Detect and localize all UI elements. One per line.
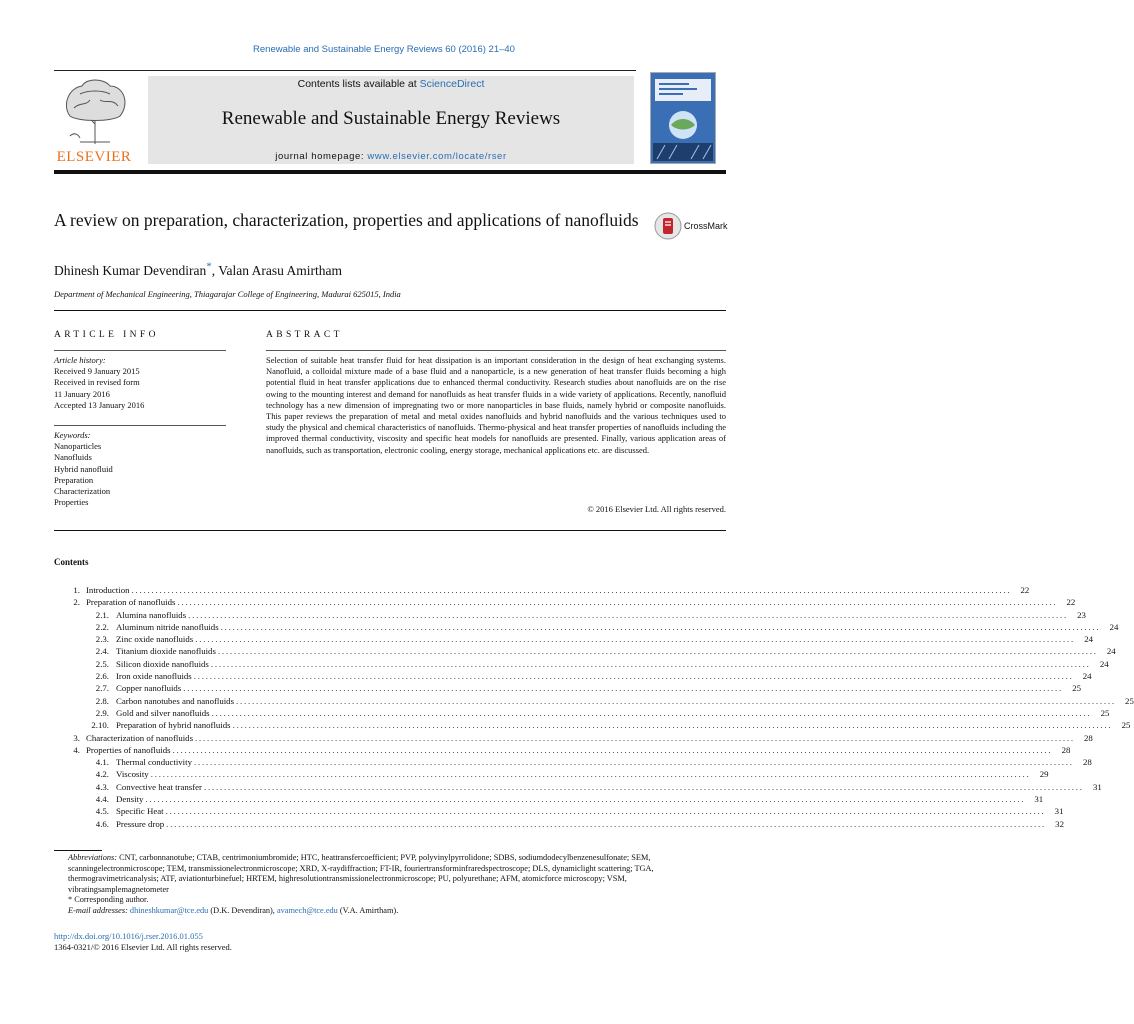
masthead-bottom-divider: [54, 170, 726, 174]
toc-leader: ............................................................................................................................................................................................................................: [193, 757, 1074, 768]
toc-number: 4.2.: [95, 769, 109, 780]
author-name: Dhinesh Kumar Devendiran: [54, 263, 207, 278]
email-label: E-mail addresses:: [68, 905, 128, 915]
toc-entry[interactable]: [54, 805, 1064, 817]
toc-leader: ............................................................................................................................................................................................................................: [172, 744, 1053, 755]
toc-entry[interactable]: [54, 596, 1076, 608]
abstract-heading: ABSTRACT: [266, 330, 343, 340]
journal-homepage-link[interactable]: www.elsevier.com/locate/rser: [367, 151, 507, 162]
footnotes: [54, 853, 726, 917]
toc-entry[interactable]: [54, 818, 1064, 830]
toc-title: Viscosity: [116, 769, 149, 780]
sciencedirect-link[interactable]: ScienceDirect: [419, 78, 485, 90]
article-history: [54, 355, 226, 411]
toc-entry[interactable]: [54, 658, 1109, 670]
article-info-divider: [54, 350, 226, 351]
toc-number: 2.8.: [95, 695, 109, 706]
toc-entry[interactable]: [54, 732, 1093, 744]
toc-title: Introduction: [86, 585, 130, 595]
toc-leader: ............................................................................................................................................................................................................................: [150, 769, 1031, 780]
toc-title: Preparation of hybrid nanofluids: [116, 720, 231, 731]
toc-number: 3.: [73, 732, 80, 743]
toc-title: Iron oxide nanofluids: [116, 671, 192, 682]
toc-entry[interactable]: [54, 707, 1110, 719]
keyword: Nanofluids: [54, 452, 92, 463]
keyword: Hybrid nanofluid: [54, 463, 113, 474]
toc-number: 4.5.: [95, 806, 109, 817]
toc-number: 4.3.: [95, 781, 109, 792]
toc-page: 25: [1121, 720, 1131, 731]
toc-page: 25: [1072, 683, 1082, 694]
toc-entry[interactable]: [54, 621, 1119, 633]
toc-title: Gold and silver nanofluids: [116, 707, 210, 718]
toc-entry[interactable]: [54, 756, 1092, 768]
toc-leader: ............................................................................................................................................................................................................................: [211, 707, 1092, 718]
toc-title: Properties of nanofluids: [86, 744, 171, 755]
history-line: Received 9 January 2015: [54, 366, 140, 377]
crossmark-label: CrossMark: [684, 221, 728, 231]
toc-page: 29: [1039, 769, 1049, 780]
toc-page: 25: [1100, 707, 1110, 718]
toc-leader: ............................................................................................................................................................................................................................: [203, 781, 1084, 792]
masthead-top-divider: [54, 70, 636, 71]
elsevier-wordmark: ELSEVIER: [56, 149, 132, 165]
email-link[interactable]: avamech@tce.edu: [276, 905, 338, 915]
toc-number: 4.: [73, 744, 80, 755]
journal-title: Renewable and Sustainable Energy Reviews: [221, 108, 561, 129]
toc-number: 2.9.: [95, 707, 109, 718]
toc-entry[interactable]: [54, 781, 1102, 793]
toc-leader: ............................................................................................................................................................................................................................: [220, 621, 1101, 632]
toc-page: 23: [1077, 609, 1086, 620]
email-note: [54, 906, 726, 917]
toc-page: 24: [1084, 634, 1094, 645]
toc-number: 2.2.: [95, 621, 109, 632]
toc-title: Aluminum nitride nanofluids: [116, 621, 219, 632]
toc-leader: ............................................................................................................................................................................................................................: [183, 683, 1064, 694]
toc-number: 2.1.: [95, 609, 109, 620]
toc-leader: ............................................................................................................................................................................................................................: [131, 585, 1012, 595]
toc-page: 32: [1055, 818, 1064, 829]
article-info-heading: ARTICLE INFO: [54, 330, 159, 340]
corresponding-author-note: * Corresponding author.: [68, 895, 149, 905]
toc-title: Pressure drop: [116, 818, 165, 829]
toc-page: 24: [1109, 621, 1119, 632]
keyword: Properties: [54, 497, 89, 508]
toc-entry[interactable]: [54, 682, 1082, 694]
keywords-divider: [54, 425, 226, 426]
header-divider: [54, 310, 726, 311]
toc-title: Silicon dioxide nanofluids: [116, 658, 209, 669]
toc-page: 28: [1084, 732, 1093, 743]
toc-entry[interactable]: [54, 645, 1116, 657]
toc-number: 2.10.: [91, 720, 109, 731]
abstract-copyright: © 2016 Elsevier Ltd. All rights reserved.: [587, 504, 726, 514]
toc-title: Alumina nanofluids: [116, 609, 187, 620]
crossmark-button[interactable]: [654, 212, 728, 242]
toc-title: Zinc oxide nanofluids: [116, 634, 194, 645]
history-line: Received in revised form: [54, 377, 140, 388]
abbreviations-text: CNT, carbonnanotube; CTAB, centrimoniumbromide; HTC, heattransfercoefficient; PVP, polyvinylpyrrolidone; SDBS, sodiumdodecylbenzenesulfonate; SEM, scanningelectronmicroscope; TEM, transmissionelectronmicroscope; XRD, X-raydiffraction; FT-IR, fouriertransforminfraredspectroscope; DLS, dynamiclight scattering; TGA, thermogravimetricanalysis; ATF, aviationturbinefuel; HRTEM, highresolutiontransmissionelectronmicroscope; PU, polyurethane; AFM, atomicforce microscopy; VSM, vibratingsamplemagnetometer: [68, 853, 654, 894]
toc-title: Thermal conductivity: [116, 757, 192, 768]
toc-leader: ............................................................................................................................................................................................................................: [193, 671, 1074, 682]
article-history-label: Article history:: [54, 355, 106, 365]
abbreviations-note: [54, 853, 726, 895]
journal-cover-image[interactable]: [650, 72, 716, 164]
abstract-text: Selection of suitable heat transfer fluid for heat dissipation is an important consideration in the design of heat exchanging systems. Nanofluid, a colloidal mixture made of a base fluid and a nanoparticle, is a new generation of heat transfer fluids becoming a high potential fluid in heat transfer applications due to enhanced thermal conductivity. Research studies about nanofluids are on the rise owing to the mounting interest and demand for nanofluids as heat transfer fluids in a wide variety of applications. Recently, nanofluid technology has a new dimension of impregnating two or more nanoparticles in base fluids, namely hybrid or composite nanofluids. This paper reviews the preparation of metal and metal oxides nanofluids and hybrid nanofluids and the various techniques used to study the physical and chemical characteristics of nanofluids. Thermo-physical and heat transfer properties of nanofluids including the improved thermal conductivity, viscosity and specific heat models for nanofluids are presented. Finally, various application areas of nanofluids, such as transportation, electronic cooling, energy storage, mechanical applications etc. are discussed.: [266, 355, 726, 455]
author-affiliation: Department of Mechanical Engineering, Thiagarajar College of Engineering, Madurai 625015, India: [54, 289, 401, 299]
toc-entry[interactable]: [54, 719, 1131, 731]
toc-page: 31: [1054, 806, 1064, 817]
toc-leader: ............................................................................................................................................................................................................................: [217, 646, 1098, 657]
contents-available-text: Contents lists available at: [297, 78, 420, 90]
toc-page: 22: [1066, 597, 1076, 608]
toc-page: 22: [1020, 585, 1030, 595]
article-title: A review on preparation, characterization, properties and applications of nanofluids: [54, 210, 639, 230]
toc-page: 25: [1125, 695, 1134, 706]
author-name: Valan Arasu Amirtham: [218, 263, 342, 278]
crossmark-icon: [654, 212, 682, 240]
corresponding-author-link[interactable]: *: [206, 260, 212, 273]
contents-heading: Contents: [54, 557, 89, 567]
toc-page: 24: [1106, 646, 1116, 657]
toc-entry[interactable]: [54, 793, 1044, 805]
toc-title: Characterization of nanofluids: [86, 732, 193, 743]
toc-number: 1.: [73, 585, 80, 595]
toc-entry[interactable]: [54, 670, 1092, 682]
toc-title: Titanium dioxide nanofluids: [116, 646, 216, 657]
toc-title: Carbon nanotubes and nanofluids: [116, 695, 235, 706]
toc-number: 4.1.: [95, 757, 109, 768]
toc-page: 24: [1082, 671, 1092, 682]
toc-leader: ............................................................................................................................................................................................................................: [232, 720, 1113, 731]
doi-link[interactable]: http://dx.doi.org/10.1016/j.rser.2016.01.055: [54, 931, 203, 941]
toc-title: Density: [116, 794, 144, 805]
toc-leader: ............................................................................................................................................................................................................................: [165, 806, 1046, 817]
table-of-contents: [54, 584, 1134, 830]
toc-title: Specific Heat: [116, 806, 164, 817]
publisher-logo[interactable]: [54, 76, 134, 166]
toc-number: 2.3.: [95, 634, 109, 645]
toc-title: Convective heat transfer: [116, 781, 202, 792]
toc-entry[interactable]: [54, 744, 1071, 756]
contents-available-line: [148, 78, 634, 90]
toc-number: 2.: [73, 597, 80, 608]
journal-reference[interactable]: Renewable and Sustainable Energy Reviews 60 (2016) 21–40: [253, 44, 515, 55]
toc-leader: ............................................................................................................................................................................................................................: [195, 634, 1076, 645]
toc-page: 31: [1093, 781, 1102, 792]
toc-page: 24: [1099, 658, 1109, 669]
email-owner: (D.K. Devendiran),: [208, 905, 277, 915]
toc-leader: ............................................................................................................................................................................................................................: [166, 818, 1046, 829]
abbreviations-label: Abbreviations:: [68, 853, 118, 862]
toc-number: 4.4.: [95, 794, 109, 805]
keyword: Nanoparticles: [54, 441, 102, 452]
elsevier-tree-icon: [60, 76, 130, 146]
toc-entry[interactable]: [54, 695, 1134, 707]
toc-leader: ............................................................................................................................................................................................................................: [145, 794, 1026, 805]
keywords-block: [54, 430, 226, 508]
toc-leader: ............................................................................................................................................................................................................................: [236, 695, 1116, 706]
keywords-label: Keywords:: [54, 430, 91, 440]
toc-number: 2.6.: [95, 671, 109, 682]
toc-page: 28: [1061, 744, 1071, 755]
abstract-bottom-divider: [54, 530, 726, 531]
toc-entry[interactable]: [54, 633, 1094, 645]
journal-homepage-line: [148, 151, 634, 162]
keyword: Preparation: [54, 474, 94, 485]
author-separator: ,: [211, 263, 219, 278]
toc-number: 2.4.: [95, 646, 109, 657]
toc-title: Copper nanofluids: [116, 683, 182, 694]
toc-number: 2.5.: [95, 658, 109, 669]
history-line: Accepted 13 January 2016: [54, 399, 145, 410]
toc-leader: ............................................................................................................................................................................................................................: [177, 597, 1058, 608]
issn-line: 1364-0321/© 2016 Elsevier Ltd. All rights reserved.: [54, 942, 232, 952]
toc-number: 2.7.: [95, 683, 109, 694]
journal-cover-icon: [651, 73, 715, 163]
toc-title: Preparation of nanofluids: [86, 597, 176, 608]
journal-homepage-label: journal homepage:: [275, 151, 368, 162]
toc-leader: ............................................................................................................................................................................................................................: [195, 732, 1075, 743]
toc-entry[interactable]: [54, 584, 1030, 596]
toc-number: 4.6.: [95, 818, 109, 829]
toc-entry[interactable]: [54, 768, 1049, 780]
history-line: 11 January 2016: [54, 388, 110, 399]
toc-page: 31: [1034, 794, 1044, 805]
toc-page: 28: [1083, 757, 1092, 768]
email-owner: (V.A. Amirtham).: [337, 905, 399, 915]
email-link[interactable]: dhineshkumar@tce.edu: [129, 905, 209, 915]
footnote-divider: [54, 850, 102, 851]
toc-leader: ............................................................................................................................................................................................................................: [210, 658, 1091, 669]
toc-leader: ............................................................................................................................................................................................................................: [188, 609, 1068, 620]
author-list: [54, 260, 342, 279]
abstract-divider: [266, 350, 726, 351]
keyword: Characterization: [54, 486, 111, 497]
toc-entry[interactable]: [54, 609, 1086, 621]
